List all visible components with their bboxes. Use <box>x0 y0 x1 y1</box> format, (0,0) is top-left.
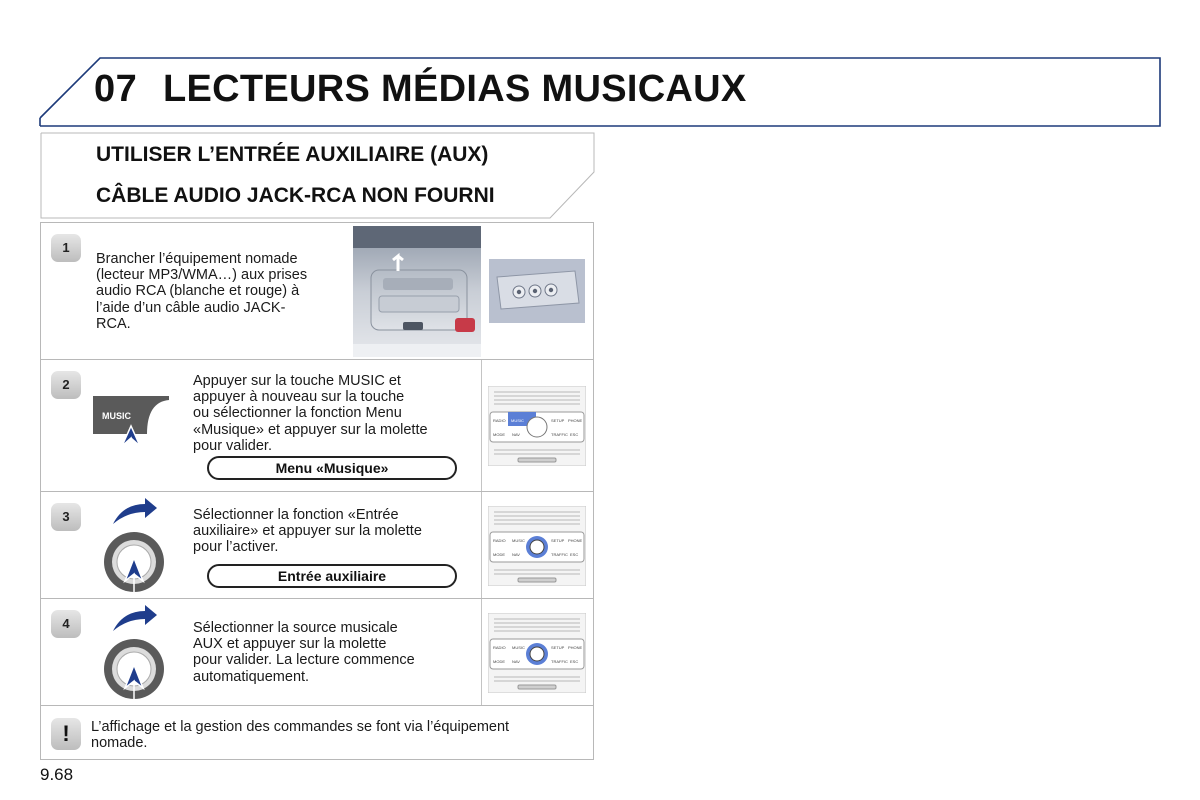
glovebox-photo <box>353 226 481 357</box>
step-2-line: «Musique» et appuyer sur la molette <box>193 421 428 438</box>
rotary-dial-icon <box>101 494 167 596</box>
svg-text:RADIO: RADIO <box>493 538 506 543</box>
note-text <box>91 719 581 751</box>
svg-text:MODE: MODE <box>493 659 505 664</box>
control-panel-dial-highlight <box>488 613 586 693</box>
step-4-line: AUX et appuyer sur la molette <box>193 636 387 653</box>
step-3 <box>40 491 594 599</box>
step-number-badge: 2 <box>51 371 81 399</box>
step-4-text <box>193 620 473 685</box>
step-4-line: Sélectionner la source musicale <box>193 620 398 636</box>
step-3-line: Sélectionner la fonction «Entrée <box>193 507 399 523</box>
rotary-dial-icon <box>101 601 167 703</box>
svg-text:RADIO: RADIO <box>493 645 506 650</box>
section-title-line2: CÂBLE AUDIO JACK-RCA NON FOURNI <box>96 184 495 207</box>
note-line: L’affichage et la gestion des commandes se font via l’équipement <box>91 719 510 735</box>
note-box <box>40 705 594 760</box>
entree-auxiliaire-label: Entrée auxiliaire <box>207 564 457 588</box>
svg-text:PHONE: PHONE <box>568 538 583 543</box>
svg-text:MUSIC: MUSIC <box>512 645 525 650</box>
svg-text:NAV: NAV <box>512 432 520 437</box>
svg-text:MODE: MODE <box>493 432 505 437</box>
step-number-badge: 1 <box>51 234 81 262</box>
step-1-line: audio RCA (blanche et rouge) à <box>96 283 300 300</box>
svg-text:SETUP: SETUP <box>551 538 565 543</box>
svg-text:SETUP: SETUP <box>551 645 565 650</box>
step-1-line: (lecteur MP3/WMA…) aux prises <box>96 267 308 284</box>
control-panel-dial-highlight <box>488 506 586 586</box>
svg-text:TRAFFIC: TRAFFIC <box>551 659 568 664</box>
svg-text:RADIO: RADIO <box>493 418 506 423</box>
step-2-line: pour valider. <box>193 437 272 454</box>
step-3-text <box>193 507 473 556</box>
step-4-line: automatiquement. <box>193 668 310 685</box>
music-button-label: MUSIC <box>102 411 131 421</box>
svg-text:PHONE: PHONE <box>568 645 583 650</box>
svg-text:NAV: NAV <box>512 552 520 557</box>
warning-icon: ! <box>51 718 81 750</box>
step-2 <box>40 359 594 492</box>
step-2-line: ou sélectionner la fonction Menu <box>193 405 402 422</box>
step-3-line: pour l’activer. <box>193 539 279 556</box>
step-2-text <box>193 373 473 454</box>
step-2-line: Appuyer sur la touche MUSIC et <box>193 373 401 389</box>
step-1-line: l’aide d’un câble audio JACK- <box>96 299 286 316</box>
step-1-text <box>96 251 346 332</box>
note-line: nomade. <box>91 735 148 752</box>
svg-text:NAV: NAV <box>512 659 520 664</box>
step-2-line: appuyer à nouveau sur la touche <box>193 389 405 406</box>
section-title-line1: UTILISER L’ENTRÉE AUXILIAIRE (AUX) <box>96 143 489 166</box>
menu-musique-label: Menu «Musique» <box>207 456 457 480</box>
svg-text:TRAFFIC: TRAFFIC <box>551 552 568 557</box>
svg-text:MUSIC: MUSIC <box>512 538 525 543</box>
svg-text:MUSIC: MUSIC <box>511 418 524 423</box>
svg-text:ESC: ESC <box>570 659 579 664</box>
svg-text:MODE: MODE <box>493 552 505 557</box>
chapter-title: LECTEURS MÉDIAS MUSICAUX <box>163 68 747 110</box>
music-button-icon <box>91 388 171 466</box>
chapter-number: 07 <box>94 68 138 110</box>
column-divider <box>481 599 482 705</box>
svg-text:ESC: ESC <box>570 552 579 557</box>
step-1-line: Brancher l’équipement nomade <box>96 251 298 267</box>
step-4-line: pour valider. La lecture commence <box>193 652 415 669</box>
step-number-badge: 3 <box>51 503 81 531</box>
step-4 <box>40 598 594 706</box>
step-number-badge: 4 <box>51 610 81 638</box>
column-divider <box>481 360 482 491</box>
page-number: 9.68 <box>40 765 74 784</box>
column-divider <box>481 492 482 598</box>
svg-text:SETUP: SETUP <box>551 418 565 423</box>
step-1-line: RCA. <box>96 315 131 332</box>
rca-sockets-photo <box>489 259 585 323</box>
control-panel-music-highlight <box>488 386 586 466</box>
svg-text:TRAFFIC: TRAFFIC <box>551 432 568 437</box>
svg-text:PHONE: PHONE <box>568 418 583 423</box>
svg-text:ESC: ESC <box>570 432 579 437</box>
step-3-line: auxiliaire» et appuyer sur la molette <box>193 523 422 540</box>
step-1 <box>40 222 594 360</box>
